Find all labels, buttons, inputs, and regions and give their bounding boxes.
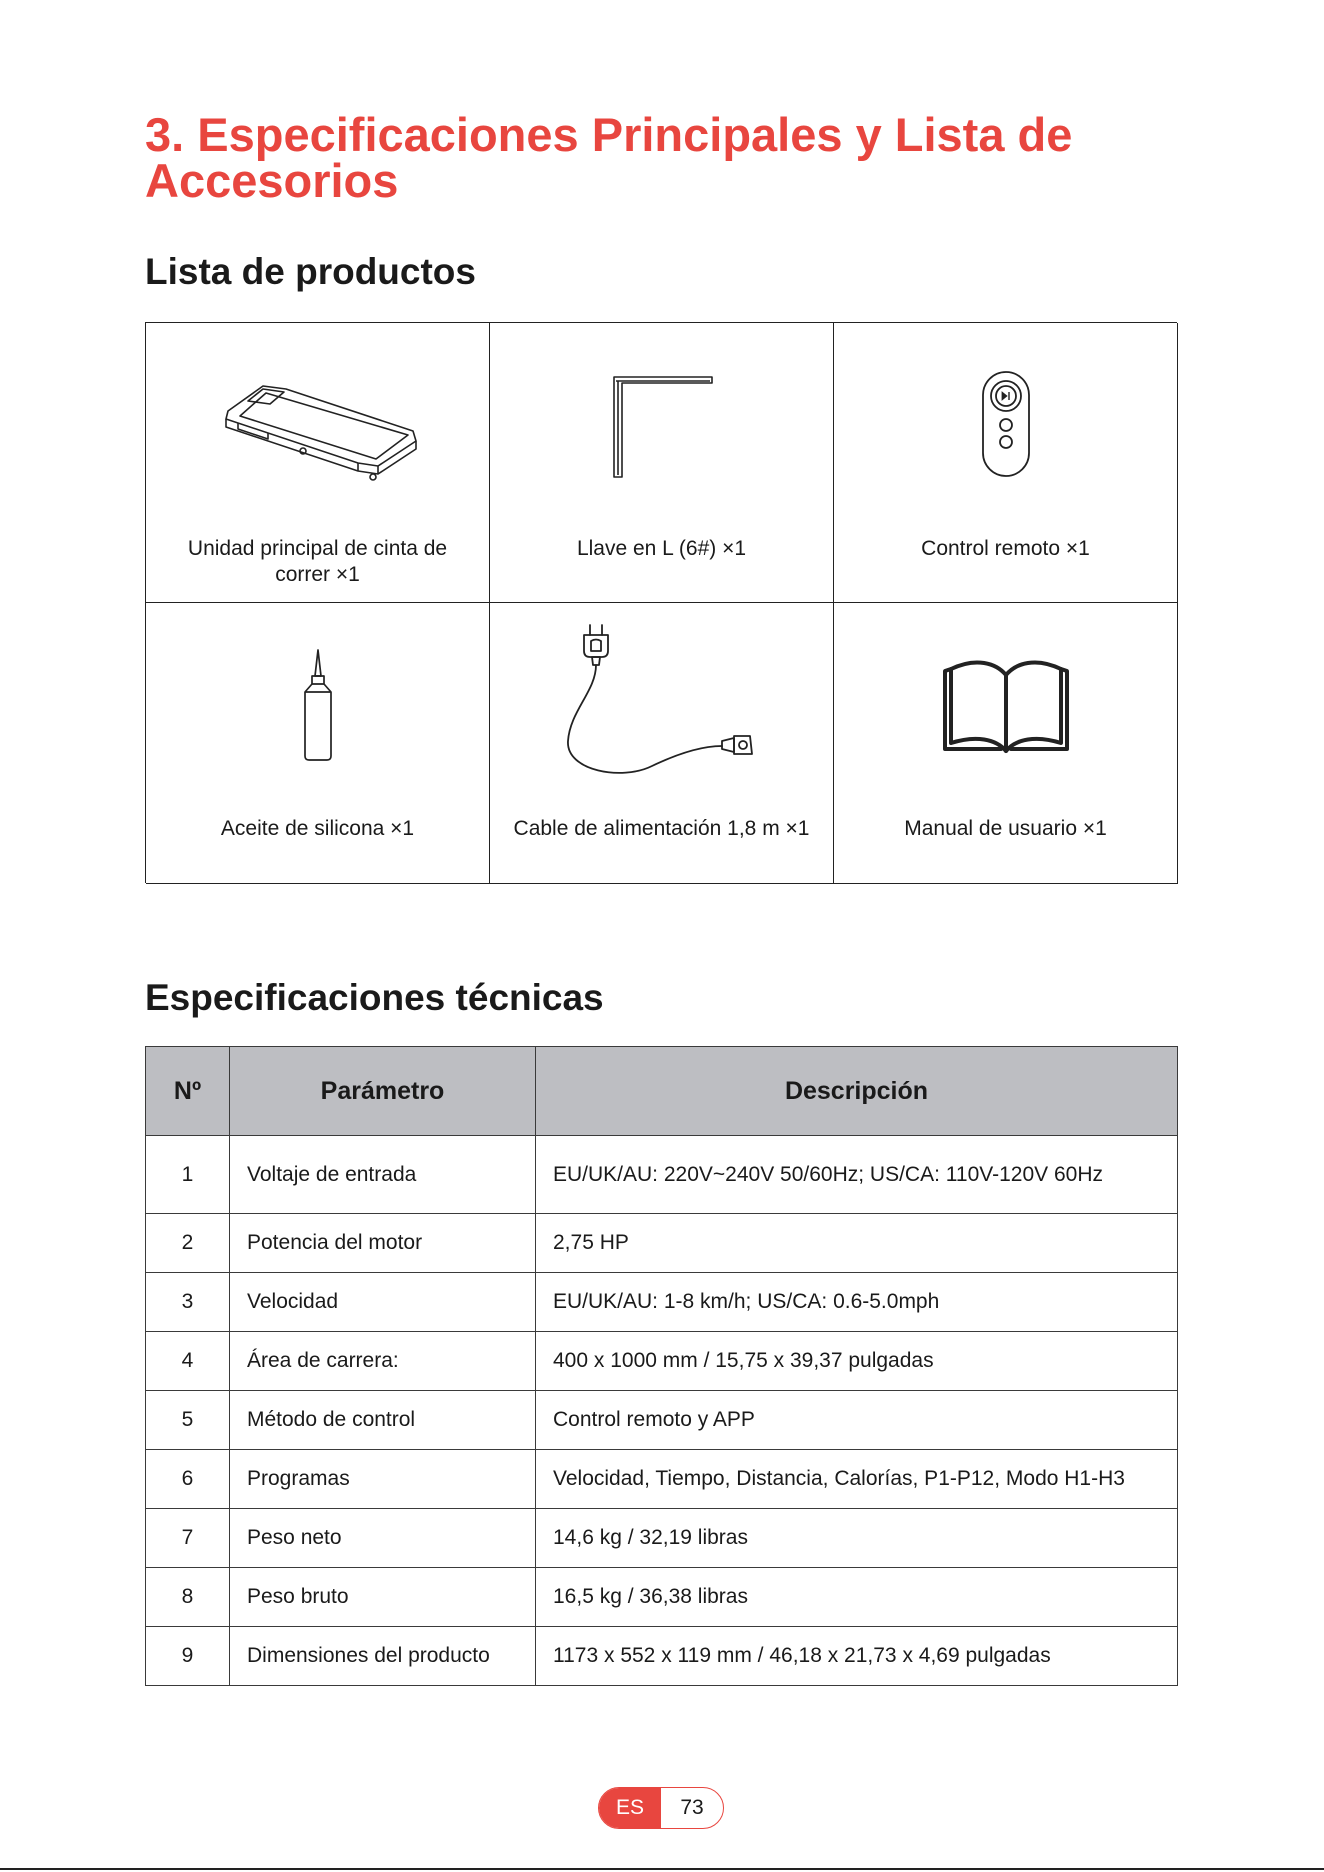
page-title: 3. Especificaciones Principales y Lista de Accesorios <box>145 108 1073 207</box>
product-label: Llave en L (6#) ×1 <box>576 537 747 560</box>
product-cell-treadmill <box>146 323 490 603</box>
product-cell-cable <box>490 603 834 884</box>
column-header-description: Descripción <box>536 1047 1178 1136</box>
page-number: 73 <box>680 1796 704 1819</box>
product-label: Manual de usuario ×1 <box>904 817 1107 840</box>
products-grid <box>145 322 1177 883</box>
row-number: 7 <box>146 1509 230 1568</box>
treadmill-icon <box>208 371 428 491</box>
product-cell-manual <box>834 603 1178 884</box>
table-row <box>146 1509 1178 1568</box>
l-wrench-icon <box>602 373 722 483</box>
product-cell-remote <box>834 323 1178 603</box>
oil-bottle-icon <box>293 648 343 763</box>
power-cable-icon <box>562 621 762 791</box>
table-row <box>146 1627 1178 1686</box>
row-parameter: Voltaje de entrada <box>230 1136 536 1214</box>
remote-control-icon <box>976 369 1036 479</box>
row-description: EU/UK/AU: 1-8 km/h; US/CA: 0.6-5.0mph <box>536 1273 1178 1332</box>
row-description: 400 x 1000 mm / 15,75 x 39,37 pulgadas <box>536 1332 1178 1391</box>
row-number: 2 <box>146 1214 230 1273</box>
product-label: Unidad principal de cinta de correr ×1 <box>187 537 448 586</box>
specs-heading: Especificaciones técnicas <box>145 977 604 1018</box>
row-description: 16,5 kg / 36,38 libras <box>536 1568 1178 1627</box>
product-cell-oil <box>146 603 490 884</box>
row-parameter: Dimensiones del producto <box>230 1627 536 1686</box>
row-number: 4 <box>146 1332 230 1391</box>
row-number: 9 <box>146 1627 230 1686</box>
row-parameter: Método de control <box>230 1391 536 1450</box>
table-row <box>146 1568 1178 1627</box>
table-row <box>146 1391 1178 1450</box>
table-row <box>146 1273 1178 1332</box>
column-header-parameter: Parámetro <box>230 1047 536 1136</box>
row-description: 2,75 HP <box>536 1214 1178 1273</box>
bottom-divider <box>0 1868 1324 1870</box>
row-parameter: Peso bruto <box>230 1568 536 1627</box>
product-label: Cable de alimentación 1,8 m ×1 <box>513 817 810 840</box>
row-description: 1173 x 552 x 119 mm / 46,18 x 21,73 x 4,69 pulgadas <box>536 1627 1178 1686</box>
row-description: Velocidad, Tiempo, Distancia, Calorías, P1-P12, Modo H1-H3 <box>536 1450 1178 1509</box>
row-description: 14,6 kg / 32,19 libras <box>536 1509 1178 1568</box>
row-description: Control remoto y APP <box>536 1391 1178 1450</box>
row-parameter: Potencia del motor <box>230 1214 536 1273</box>
manual-book-icon <box>941 653 1071 758</box>
column-header-number: Nº <box>146 1047 230 1136</box>
specs-table <box>145 1046 1178 1686</box>
row-number: 3 <box>146 1273 230 1332</box>
product-cell-l-wrench <box>490 323 834 603</box>
product-label: Control remoto ×1 <box>921 537 1090 560</box>
row-number: 8 <box>146 1568 230 1627</box>
row-number: 6 <box>146 1450 230 1509</box>
row-parameter: Programas <box>230 1450 536 1509</box>
row-parameter: Velocidad <box>230 1273 536 1332</box>
row-parameter: Área de carrera: <box>230 1332 536 1391</box>
table-row <box>146 1450 1178 1509</box>
language-badge: ES <box>599 1788 661 1828</box>
page-number-badge <box>598 1787 724 1829</box>
product-label: Aceite de silicona ×1 <box>220 817 415 840</box>
row-description: EU/UK/AU: 220V~240V 50/60Hz; US/CA: 110V-120V 60Hz <box>536 1136 1178 1214</box>
table-row <box>146 1332 1178 1391</box>
table-row <box>146 1136 1178 1214</box>
table-row <box>146 1214 1178 1273</box>
row-parameter: Peso neto <box>230 1509 536 1568</box>
table-header-row <box>146 1047 1178 1136</box>
products-heading: Lista de productos <box>145 251 476 292</box>
row-number: 1 <box>146 1136 230 1214</box>
row-number: 5 <box>146 1391 230 1450</box>
